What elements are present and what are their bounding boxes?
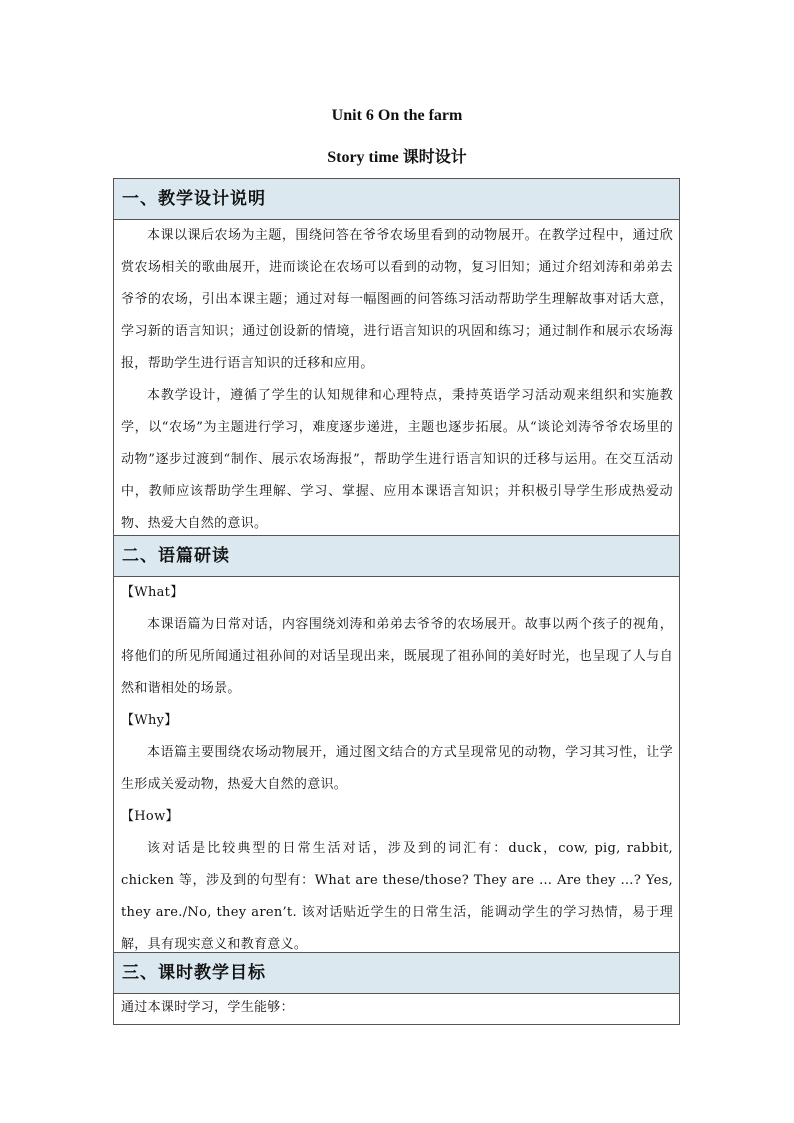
design-notes-paragraph-2: 本教学设计，遵循了学生的认知规律和心理特点，秉持英语学习活动观来组织和实施教学，以“农场”为主题进行学习，难度逐步递进，主题也逐步拓展。从“谈论刘涛爷爷农场里的动物”逐步过渡到“制作、展示农场海报”，帮助学生进行语言知识的迁移与运用。在交互活动中，教师应该帮助学生理解、学习、掌握、应用本课语言知识；并积极引导学生形成热爱动物、热爱大自然的意识。 [121, 388, 673, 531]
why-paragraph: 本语篇主要围绕农场动物展开，通过图文结合的方式呈现常见的动物，学习其习性，让学生形成关爱动物，热爱大自然的意识。 [121, 745, 673, 792]
objectives-intro: 通过本课时学习，学生能够： [121, 1000, 294, 1015]
section-heading-text-analysis: 二、语篇研读 [114, 536, 679, 577]
why-label: 【Why】 [121, 713, 178, 728]
section-body-text-analysis [114, 577, 679, 953]
section-body-lesson-objectives [114, 994, 679, 1024]
section-heading-lesson-objectives: 三、课时教学目标 [114, 953, 679, 994]
design-notes-paragraph-1: 本课以课后农场为主题，围绕问答在爷爷农场里看到的动物展开。在教学过程中，通过欣赏农场相关的歌曲展开，进而谈论在农场可以看到的动物，复习旧知；通过介绍刘涛和弟弟去爷爷的农场，引出本课主题；通过对每一幅图画的问答练习活动帮助学生理解故事对话大意，学习新的语言知识；通过创设新的情境，进行语言知识的巩固和练习；通过制作和展示农场海报，帮助学生进行语言知识的迁移和应用。 [121, 228, 673, 371]
what-paragraph: 本课语篇为日常对话，内容围绕刘涛和弟弟去爷爷的农场展开。故事以两个孩子的视角，将他们的所见所闻通过祖孙间的对话呈现出来，既展现了祖孙间的美好时光，也呈现了人与自然和谐相处的场景。 [121, 617, 673, 696]
section-heading-design-notes: 一、教学设计说明 [114, 179, 679, 220]
how-label: 【How】 [121, 809, 179, 824]
lesson-design-table [113, 178, 680, 1025]
section-body-design-notes [114, 220, 679, 536]
how-paragraph: 该对话是比较典型的日常生活对话，涉及到的词汇有：duck，cow, pig, rabbit, chicken 等，涉及到的句型有：What are these/those? They are … Are they …? Yes, they are./No, they aren’t. 该对话贴近学生的日常生活，能调动学生的学习热情，易于理解，具有现实意义和教育意义。 [121, 841, 673, 952]
document-title: Unit 6 On the farm [331, 107, 463, 124]
what-label: 【What】 [121, 585, 184, 600]
document-subtitle: Story time 课时设计 [327, 149, 467, 166]
